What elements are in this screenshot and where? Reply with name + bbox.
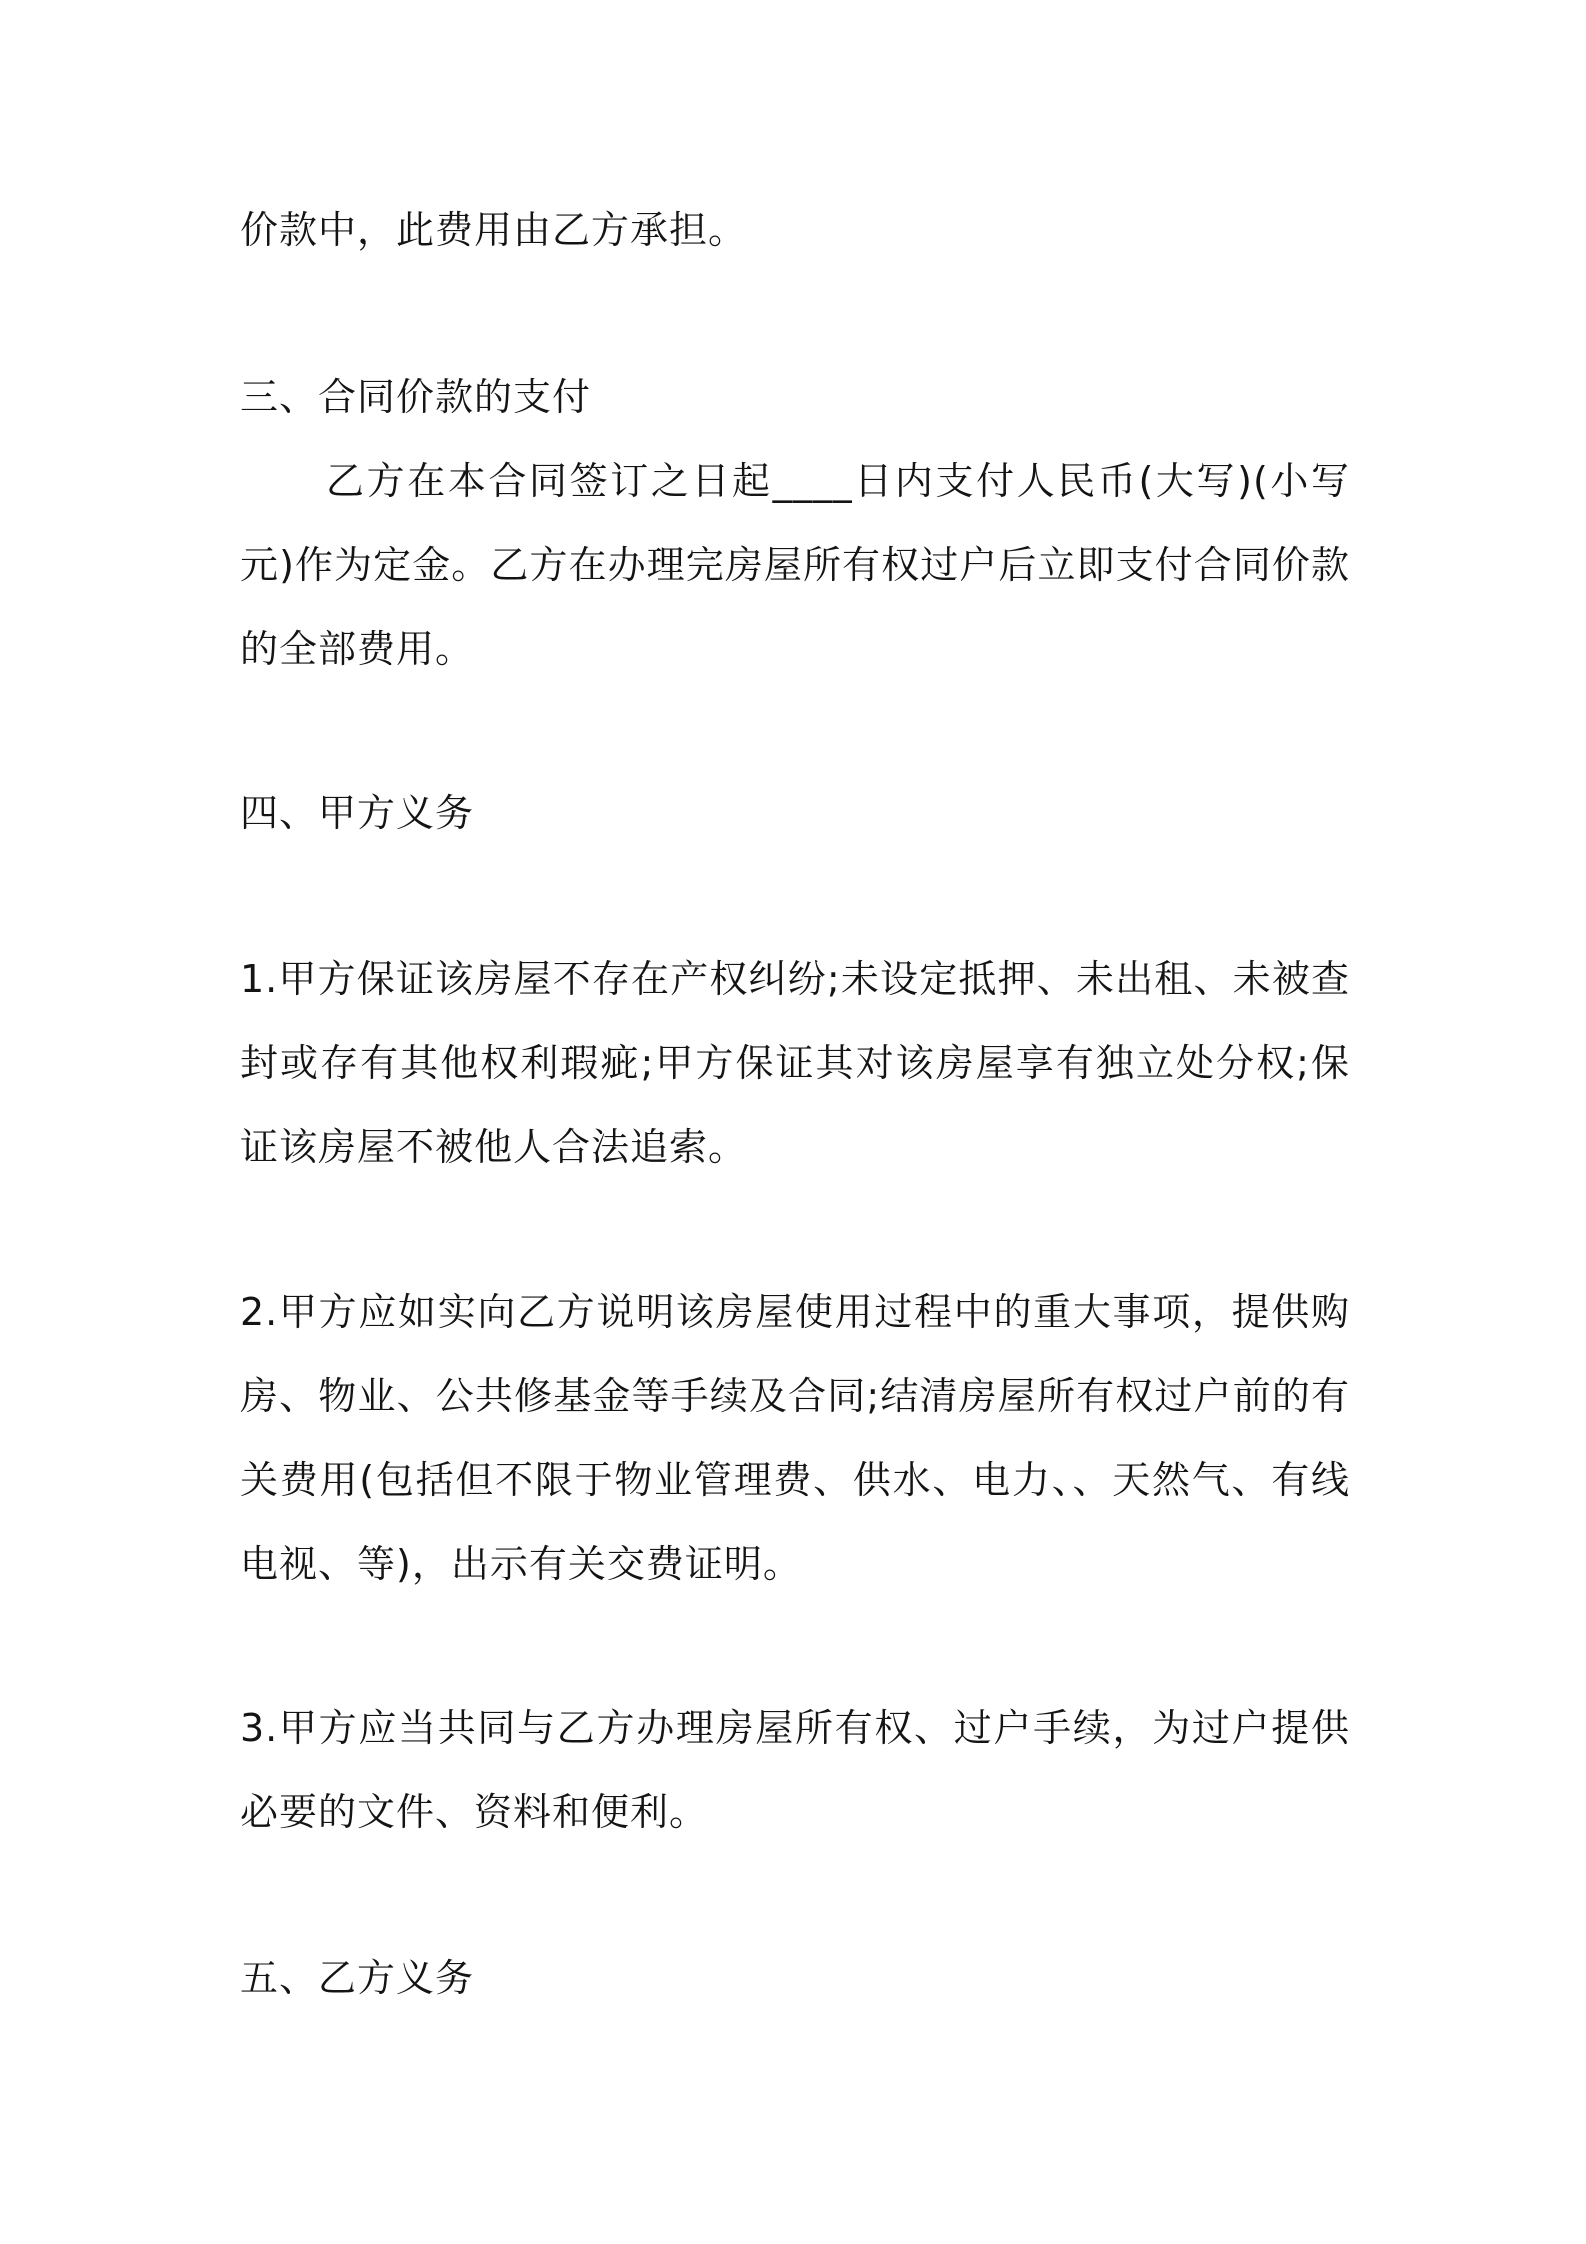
party-a-clause-2: 2.甲方应如实向乙方说明该房屋使用过程中的重大事项，提供购房、物业、公共修基金等手续及合同;结清房屋所有权过户前的有关费用(包括但不限于物业管理费、供水、电力、、天然气、有线电视、等)，出示有关交费证明。: [240, 1290, 1350, 1586]
paragraph-price-end: 价款中，此费用由乙方承担。: [240, 208, 748, 252]
section-heading-payment: 三、合同价款的支付: [240, 375, 592, 419]
section-heading-party-b-obligations: 五、乙方义务: [240, 1956, 475, 2000]
section-heading-party-a-obligations: 四、甲方义务: [240, 791, 475, 835]
party-a-clause-1: 1.甲方保证该房屋不存在产权纠纷;未设定抵押、未出租、未被查封或存有其他权利瑕疵;甲方保证其对该房屋享有独立处分权;保证该房屋不被他人合法追索。: [240, 957, 1350, 1169]
paragraph-payment: 乙方在本合同签订之日起____日内支付人民币(大写)(小写元)作为定金。乙方在办理完房屋所有权过户后立即支付合同价款的全部费用。: [240, 459, 1350, 671]
party-a-clause-3: 3.甲方应当共同与乙方办理房屋所有权、过户手续，为过户提供必要的文件、资料和便利。: [240, 1706, 1350, 1834]
